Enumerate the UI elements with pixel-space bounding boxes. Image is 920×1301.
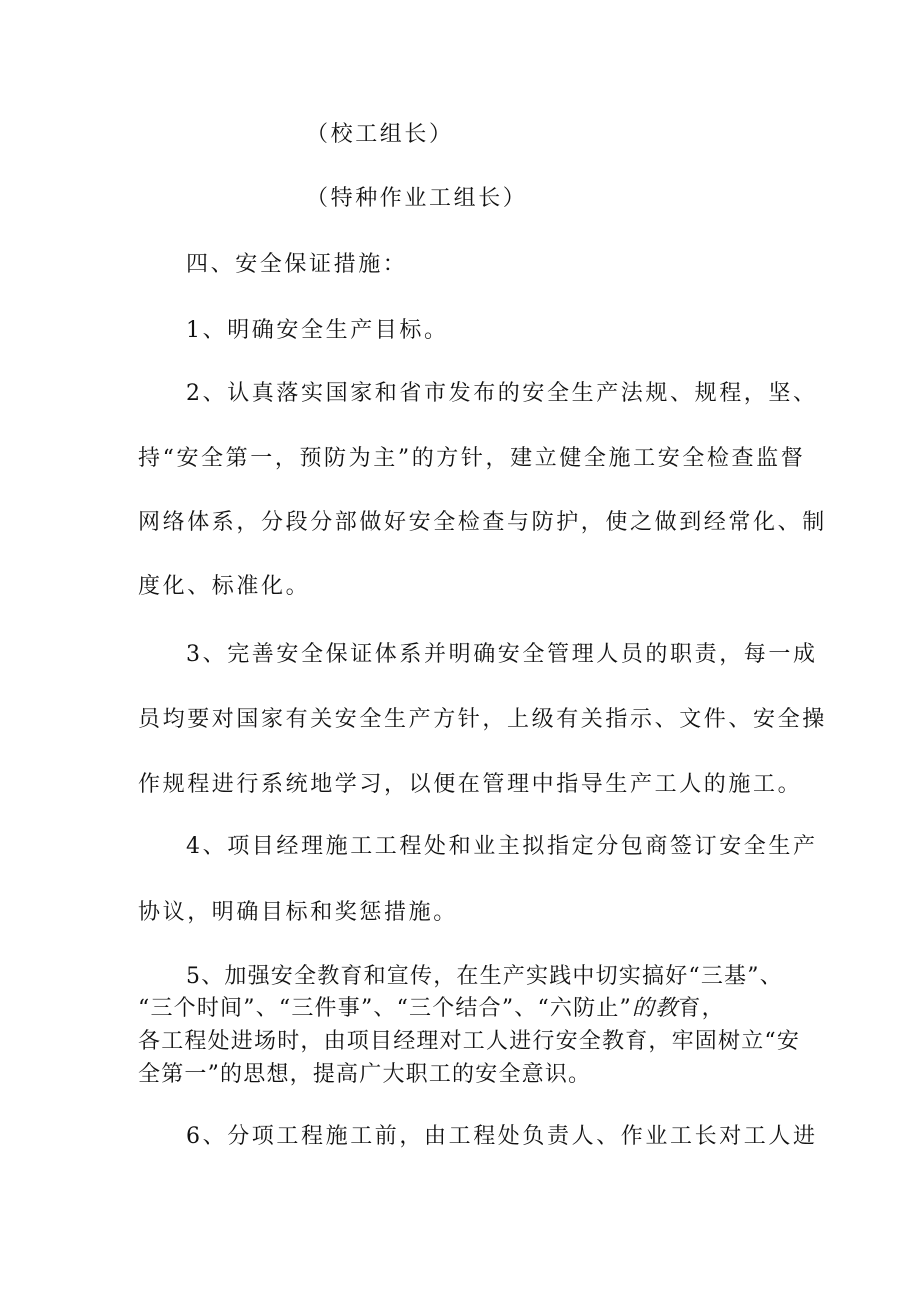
item-3-line-2: 员均要对国家有关安全生产方针，上级有关指示、文件、安全操	[138, 707, 827, 732]
item-2-line-1: 2、认真落实国家和省市发布的安全生产法规、规程，坚、	[186, 381, 818, 406]
item-5-line-2	[138, 994, 725, 1024]
title-line-2: （特种作业工组长）	[306, 186, 528, 211]
title-line-1: （校工组长）	[306, 122, 454, 147]
item-4-line-2: 协议，明确目标和奖惩措施。	[138, 900, 458, 925]
item-2-line-4: 度化、标准化。	[138, 574, 311, 599]
item-5-line-2-italic: 的教	[631, 996, 679, 1021]
item-2-line-2: 持“安全第一，预防为主”的方针，建立健全施工安全检查监督	[138, 446, 806, 471]
item-3-line-3: 作规程进行系统地学习，以便在管理中指导生产工人的施工。	[138, 772, 803, 797]
item-5-line-3: 各工程处进场时，由项目经理对工人进行安全教育，牢固树立“安	[138, 1029, 801, 1054]
item-5-line-4: 全第一”的思想，提高广大职工的安全意识。	[138, 1062, 592, 1087]
item-6-line-1: 6、分项工程施工前，由工程处负责人、作业工长对工人进	[186, 1124, 818, 1149]
item-4-line-1: 4、项目经理施工工程处和业主拟指定分包商签订安全生产	[186, 834, 818, 859]
item-2-line-3: 网络体系，分段分部做好安全检查与防护，使之做到经常化、制	[138, 510, 827, 535]
item-1: 1、明确安全生产目标。	[186, 318, 449, 343]
item-5-line-2-suffix: 育，	[678, 996, 725, 1021]
item-5-line-2-prefix: “三个时间”、“三件事”、“三个结合”、“六防止”	[138, 996, 632, 1021]
item-5-line-1: 5、加强安全教育和宣传，在生产实践中切实搞好“三基”、	[186, 964, 783, 989]
section-heading: 四、安全保证措施：	[186, 252, 408, 277]
item-3-line-1: 3、完善安全保证体系并明确安全管理人员的职责，每一成	[186, 642, 818, 667]
